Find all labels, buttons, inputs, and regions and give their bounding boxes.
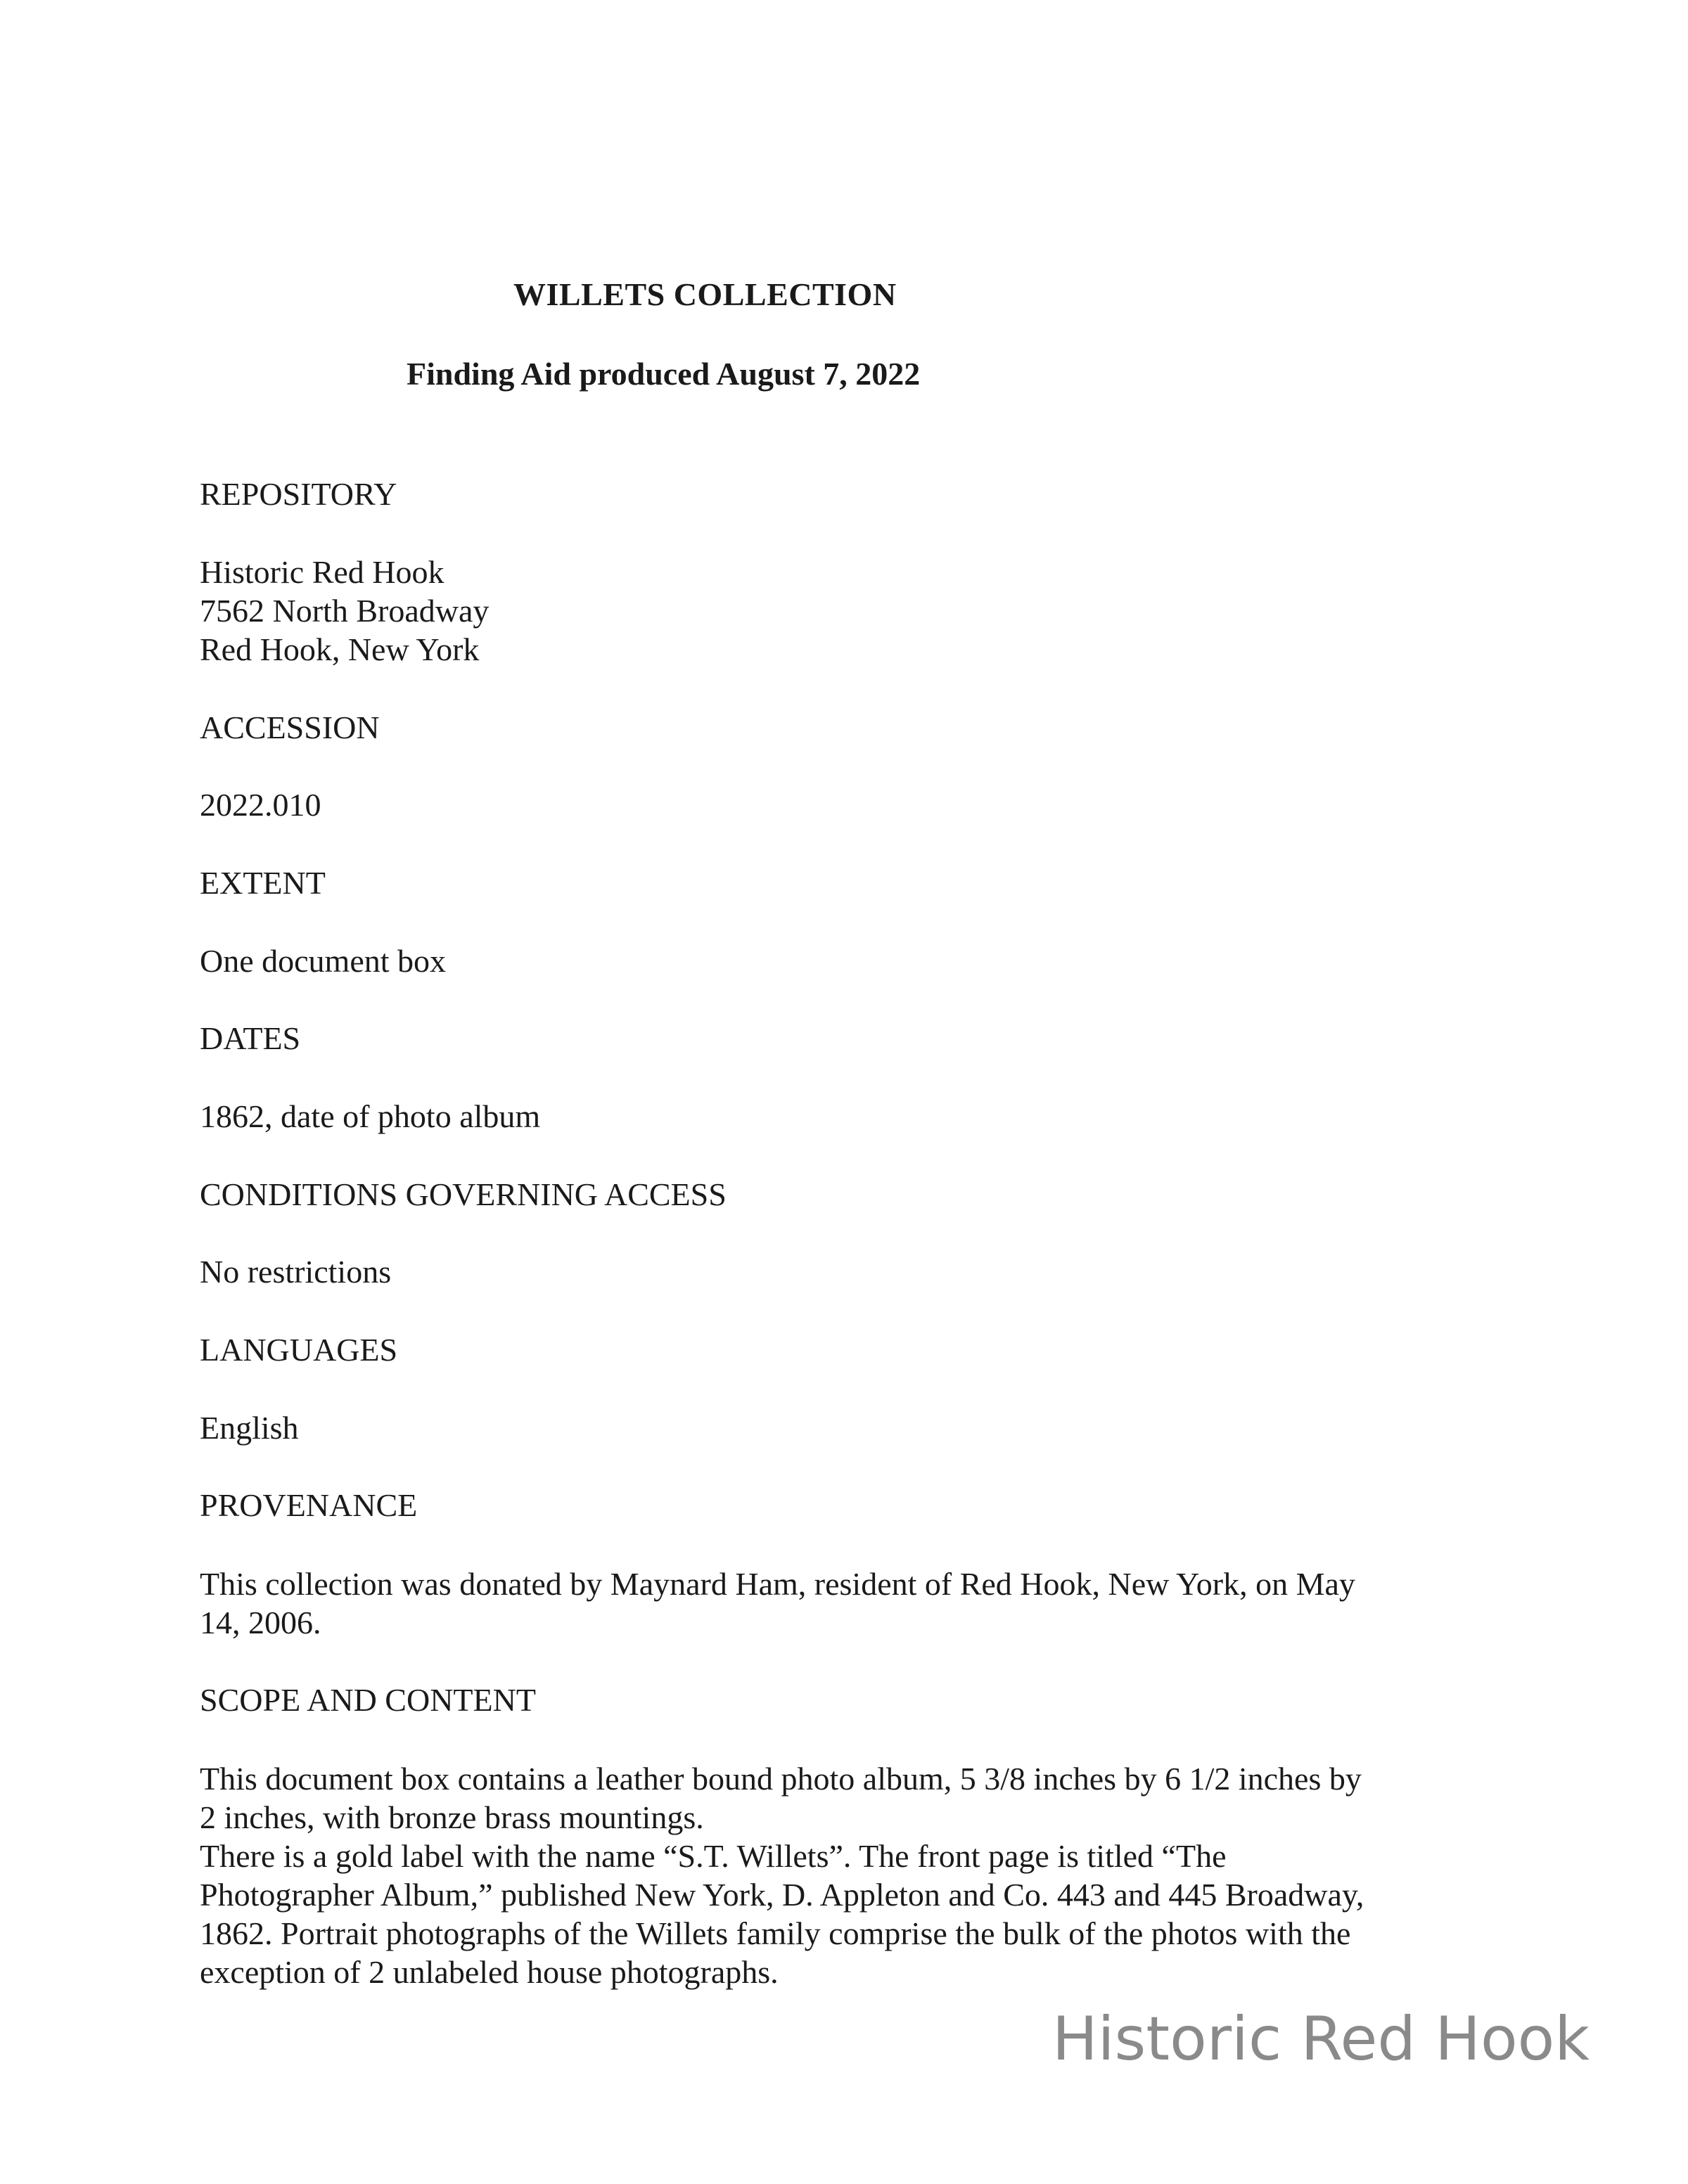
languages-value: English — [200, 1410, 299, 1446]
repository-heading: REPOSITORY — [200, 476, 397, 512]
extent-heading: EXTENT — [200, 865, 326, 901]
document-title: WILLETS COLLECTION — [513, 276, 897, 312]
scope-line: exception of 2 unlabeled house photographs. — [200, 1954, 779, 1990]
repository-address — [200, 553, 1487, 669]
dates-heading: DATES — [200, 1020, 301, 1056]
scope-heading: SCOPE AND CONTENT — [200, 1682, 536, 1718]
accession-heading: ACCESSION — [200, 709, 380, 745]
provenance-line: This collection was donated by Maynard Ham, resident of Red Hook, New York, on May — [200, 1566, 1355, 1602]
repository-line: Red Hook, New York — [200, 631, 480, 667]
scope-line: There is a gold label with the name “S.T. Willets”. The front page is titled “The — [200, 1838, 1227, 1874]
scope-line: 1862. Portrait photographs of the Willets family comprise the bulk of the photos with the — [200, 1915, 1351, 1951]
access-heading: CONDITIONS GOVERNING ACCESS — [200, 1176, 727, 1212]
provenance-heading: PROVENANCE — [200, 1487, 418, 1523]
scope-line: Photographer Album,” published New York, D. Appleton and Co. 443 and 445 Broadway, — [200, 1877, 1364, 1913]
repository-line: Historic Red Hook — [200, 554, 445, 590]
provenance-line: 14, 2006. — [200, 1605, 321, 1640]
repository-line: 7562 North Broadway — [200, 593, 490, 629]
scope-line: 2 inches, with bronze brass mountings. — [200, 1799, 704, 1835]
document-subtitle: Finding Aid produced August 7, 2022 — [407, 356, 921, 392]
dates-value: 1862, date of photo album — [200, 1098, 541, 1134]
historic-red-hook-watermark: Historic Red Hook — [1051, 2004, 1590, 2074]
extent-value: One document box — [200, 943, 447, 979]
scope-line: This document box contains a leather bound photo album, 5 3/8 inches by 6 1/2 inches by — [200, 1761, 1362, 1797]
languages-heading: LANGUAGES — [200, 1332, 398, 1368]
access-value: No restrictions — [200, 1254, 392, 1290]
provenance-text — [200, 1565, 1487, 1642]
scope-text — [200, 1759, 1487, 1991]
accession-value: 2022.010 — [200, 787, 321, 823]
